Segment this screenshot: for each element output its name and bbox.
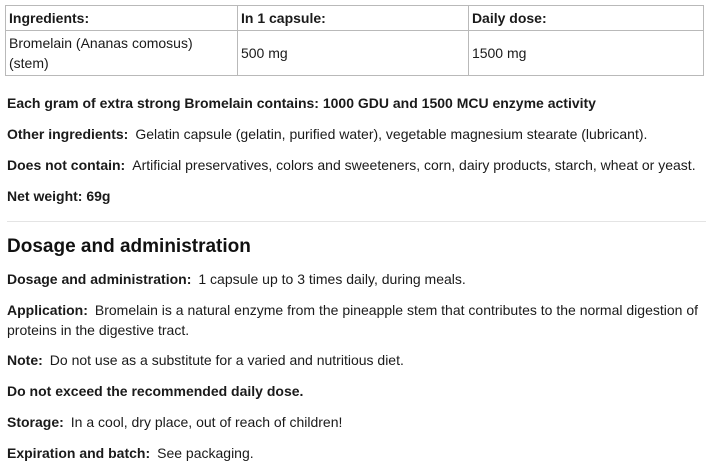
other-ingredients-text: Gelatin capsule (gelatin, purified water), vegetable magnesium stearate (lubricant). bbox=[135, 126, 648, 142]
storage-line bbox=[7, 412, 706, 432]
expiration-line bbox=[7, 443, 706, 463]
table-header-row bbox=[6, 6, 704, 31]
note-text: Do not use as a substitute for a varied and nutritious diet. bbox=[49, 352, 404, 368]
note-line bbox=[7, 350, 706, 370]
table-cell-daily-dose: 1500 mg bbox=[468, 31, 703, 76]
application-label: Application: bbox=[7, 302, 88, 318]
other-ingredients-label: Other ingredients: bbox=[7, 126, 129, 142]
note-label: Note: bbox=[7, 352, 43, 368]
table-header-daily-dose: Daily dose: bbox=[468, 6, 703, 31]
storage-text: In a cool, dry place, out of reach of children! bbox=[70, 414, 343, 430]
warning-line bbox=[7, 381, 706, 401]
application-text: Bromelain is a natural enzyme from the pineapple stem that contributes to the normal digestion of proteins in the digestive tract. bbox=[7, 302, 698, 338]
section-divider bbox=[7, 221, 706, 222]
table-cell-ingredient: Bromelain (Ananas comosus) (stem) bbox=[6, 31, 238, 76]
dosage-heading: Dosage and administration bbox=[7, 236, 251, 257]
table-row bbox=[6, 31, 704, 76]
expiration-label: Expiration and batch: bbox=[7, 445, 151, 461]
does-not-contain-text: Artificial preservatives, colors and sweeteners, corn, dairy products, starch, wheat or yeast. bbox=[132, 157, 696, 173]
dosage-line bbox=[7, 269, 706, 289]
dosage-label: Dosage and administration: bbox=[7, 271, 192, 287]
table-cell-per-capsule: 500 mg bbox=[237, 31, 468, 76]
net-weight-text: Net weight: 69g bbox=[7, 188, 111, 204]
ingredients-table bbox=[5, 5, 704, 76]
warning-text: Do not exceed the recommended daily dose. bbox=[7, 383, 304, 399]
does-not-contain-label: Does not contain: bbox=[7, 157, 126, 173]
application-line bbox=[7, 300, 706, 340]
dosage-text: 1 capsule up to 3 times daily, during meals. bbox=[198, 271, 466, 287]
other-ingredients-line bbox=[7, 124, 706, 144]
does-not-contain-line bbox=[7, 155, 706, 175]
table-header-per-capsule: In 1 capsule: bbox=[237, 6, 468, 31]
expiration-text: See packaging. bbox=[157, 445, 254, 461]
storage-label: Storage: bbox=[7, 414, 64, 430]
enzyme-activity-line bbox=[7, 93, 706, 113]
enzyme-activity-text: Each gram of extra strong Bromelain contains: 1000 GDU and 1500 MCU enzyme activity bbox=[7, 95, 596, 111]
table-header-ingredients: Ingredients: bbox=[6, 6, 238, 31]
net-weight-line bbox=[7, 186, 706, 206]
